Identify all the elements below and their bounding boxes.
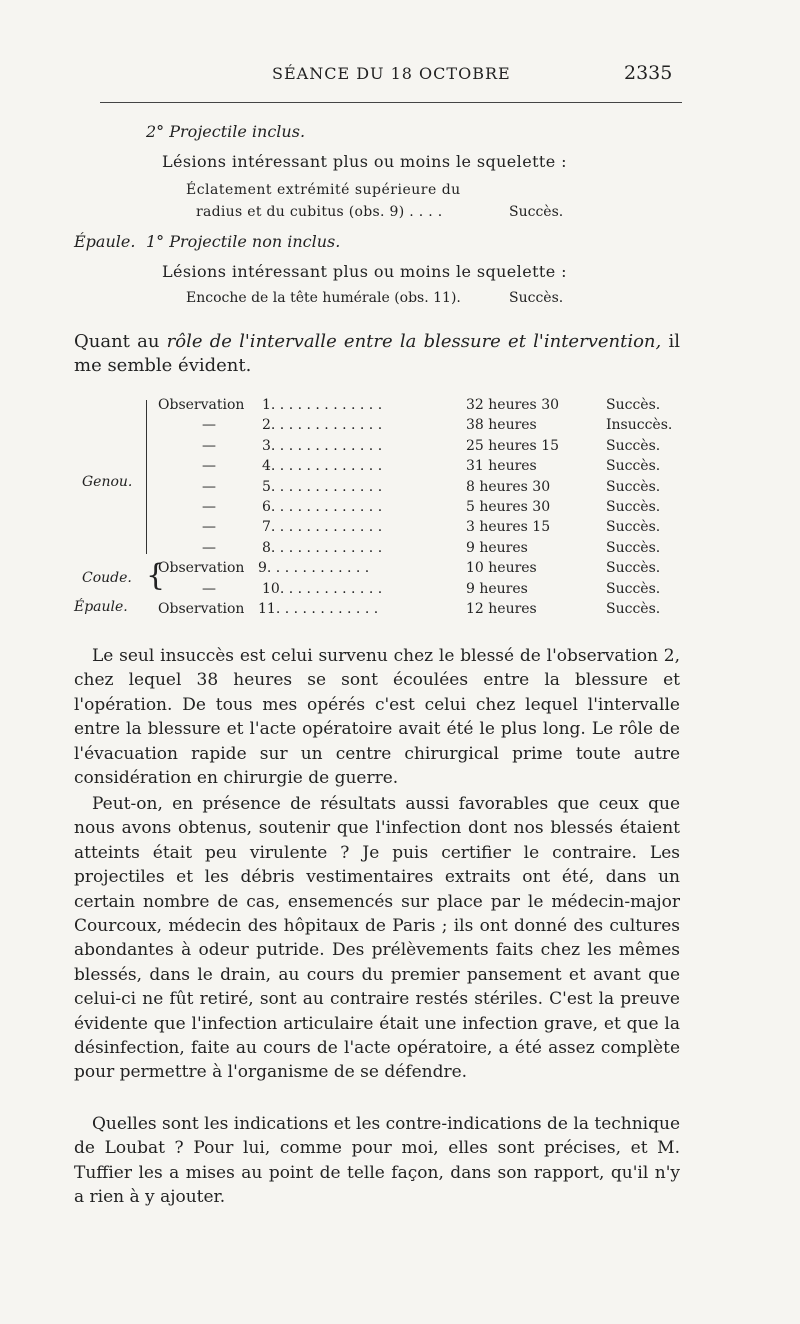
obs-row-result: Succès. xyxy=(606,458,661,474)
page-number: 2335 xyxy=(624,62,673,84)
paragraph-1 xyxy=(74,644,680,790)
obs-row-time: 38 heures xyxy=(466,417,537,433)
section-subheading: Lésions intéressant plus ou moins le squelette : xyxy=(162,152,567,171)
obs-row-result: Succès. xyxy=(606,479,661,495)
obs-row-time: 32 heures 30 xyxy=(466,397,560,413)
obs-row-time: 9 heures xyxy=(466,540,528,556)
lesion-item-line1: Éclatement extrémité supérieure du xyxy=(186,182,461,198)
obs-row-time: 9 heures xyxy=(466,581,528,597)
obs-row-result: Succès. xyxy=(606,438,661,454)
obs-row-time: 12 heures xyxy=(466,601,537,617)
obs-row-time: 31 heures xyxy=(466,458,537,474)
obs-row-number: 5. . . . . . . . . . . . . xyxy=(262,479,383,495)
paragraph-2 xyxy=(74,792,680,1085)
obs-row-number: 6. . . . . . . . . . . . . xyxy=(262,499,383,515)
obs-row-label: — xyxy=(202,581,216,597)
obs-row-number: 3. . . . . . . . . . . . . xyxy=(262,438,383,454)
header-rule xyxy=(100,102,682,103)
paragraph-3 xyxy=(74,1112,680,1210)
obs-row-result: Succès. xyxy=(606,601,661,617)
lesion-item-result: Succès. xyxy=(509,290,564,306)
lesion-item-result: Succès. xyxy=(509,204,564,220)
genou-brace xyxy=(146,400,147,554)
group-label-epaule: Épaule. xyxy=(74,599,128,615)
obs-row-label: — xyxy=(202,499,216,515)
obs-row-number: 2. . . . . . . . . . . . . xyxy=(262,417,383,433)
obs-row-number: 8. . . . . . . . . . . . . xyxy=(262,540,383,556)
obs-row-time: 8 heures 30 xyxy=(466,479,551,495)
group-label-coude: Coude. xyxy=(82,570,132,586)
obs-row-number: 9. . . . . . . . . . . . xyxy=(258,560,370,576)
obs-row-number: 1. . . . . . . . . . . . . xyxy=(262,397,383,413)
obs-row-label: — xyxy=(202,540,216,556)
obs-row-result: Succès. xyxy=(606,519,661,535)
obs-row-number: 4. . . . . . . . . . . . . xyxy=(262,458,383,474)
obs-row-time: 25 heures 15 xyxy=(466,438,560,454)
obs-row-label: — xyxy=(202,458,216,474)
coude-brace: { xyxy=(146,558,166,593)
obs-row-result: Succès. xyxy=(606,499,661,515)
obs-row-time: 5 heures 30 xyxy=(466,499,551,515)
obs-row-label: Observation xyxy=(158,601,245,617)
lesion-item-line2: radius et du cubitus (obs. 9) . . . . xyxy=(196,204,443,220)
obs-row-number: 11. . . . . . . . . . . . xyxy=(258,601,379,617)
lesion-item: Encoche de la tête humérale (obs. 11). xyxy=(186,290,461,306)
epaule-label: Épaule. xyxy=(74,232,136,251)
paragraph-3-text: Quelles sont les indications et les contre-indications de la technique de Loubat ? Pour lui, comme pour moi, elles sont précises, et M. Tuffier les a mises au point de telle façon, dans son rapport, qu'il n'y a rien à y ajouter. xyxy=(74,1114,681,1208)
obs-row-result: Succès. xyxy=(606,397,661,413)
obs-row-result: Succès. xyxy=(606,581,661,597)
obs-row-result: Insuccès. xyxy=(606,417,673,433)
obs-row-label: Observation xyxy=(158,397,245,413)
obs-row-time: 10 heures xyxy=(466,560,537,576)
group-label-genou: Genou. xyxy=(82,474,133,490)
intro-text-italic: rôle de l'intervalle entre la blessure et l'intervention, xyxy=(166,331,662,352)
obs-row-label: — xyxy=(202,479,216,495)
running-header-title: SÉANCE DU 18 OCTOBRE xyxy=(272,64,511,83)
paragraph-2-text: Peut-on, en présence de résultats aussi favorables que ceux que nous avons obtenus, soutenir que l'infection dont nos blessés étaient atteints était peu virulente ? Je puis certifier le contraire. Les projectiles et les débris vestimentaires extraits ont été, dans un certain nombre de cas, ensemencés sur place par le médecin-major Courcoux, médecin des hôpitaux de Paris ; ils ont donné des cultures abondantes à odeur putride. Des prélèvements faits chez les mêmes blessés, dans le drain, au cours du premier pansement et avant que celui-ci ne fût retiré, sont au contraire restés stériles. C'est la preuve évidente que l'infection articulaire était une infection grave, et que la désinfection, faite au cours de l'acte opératoire, a été assez complète pour permettre à l'organisme de se défendre. xyxy=(74,794,680,1083)
obs-row-label: — xyxy=(202,438,216,454)
section-heading-projectile-non-inclus: 1° Projectile non inclus. xyxy=(146,232,341,251)
obs-row-label: — xyxy=(202,519,216,535)
obs-row-time: 3 heures 15 xyxy=(466,519,551,535)
intro-paragraph xyxy=(74,330,680,378)
section-subheading: Lésions intéressant plus ou moins le squelette : xyxy=(162,262,567,281)
intro-text-pre: Quant au xyxy=(74,331,167,352)
obs-row-number: 7. . . . . . . . . . . . . xyxy=(262,519,383,535)
intro-text-post: il me semble évident. xyxy=(74,331,680,376)
section-heading-projectile-inclus: 2° Projectile inclus. xyxy=(146,122,306,141)
paragraph-1-text: Le seul insuccès est celui survenu chez le blessé de l'observation 2, chez lequel 38 heures se sont écoulées entre la blessure et l'opération. De tous mes opérés c'est celui chez lequel l'intervalle entre la blessure et l'acte opératoire avait été le plus long. Le rôle de l'évacuation rapide sur un centre chirurgical prime toute autre considération en chirurgie de guerre. xyxy=(74,646,680,789)
obs-row-label: — xyxy=(202,417,216,433)
obs-row-number: 10. . . . . . . . . . . . xyxy=(262,581,383,597)
obs-row-result: Succès. xyxy=(606,560,661,576)
obs-row-result: Succès. xyxy=(606,540,661,556)
obs-row-label: Observation xyxy=(158,560,245,576)
